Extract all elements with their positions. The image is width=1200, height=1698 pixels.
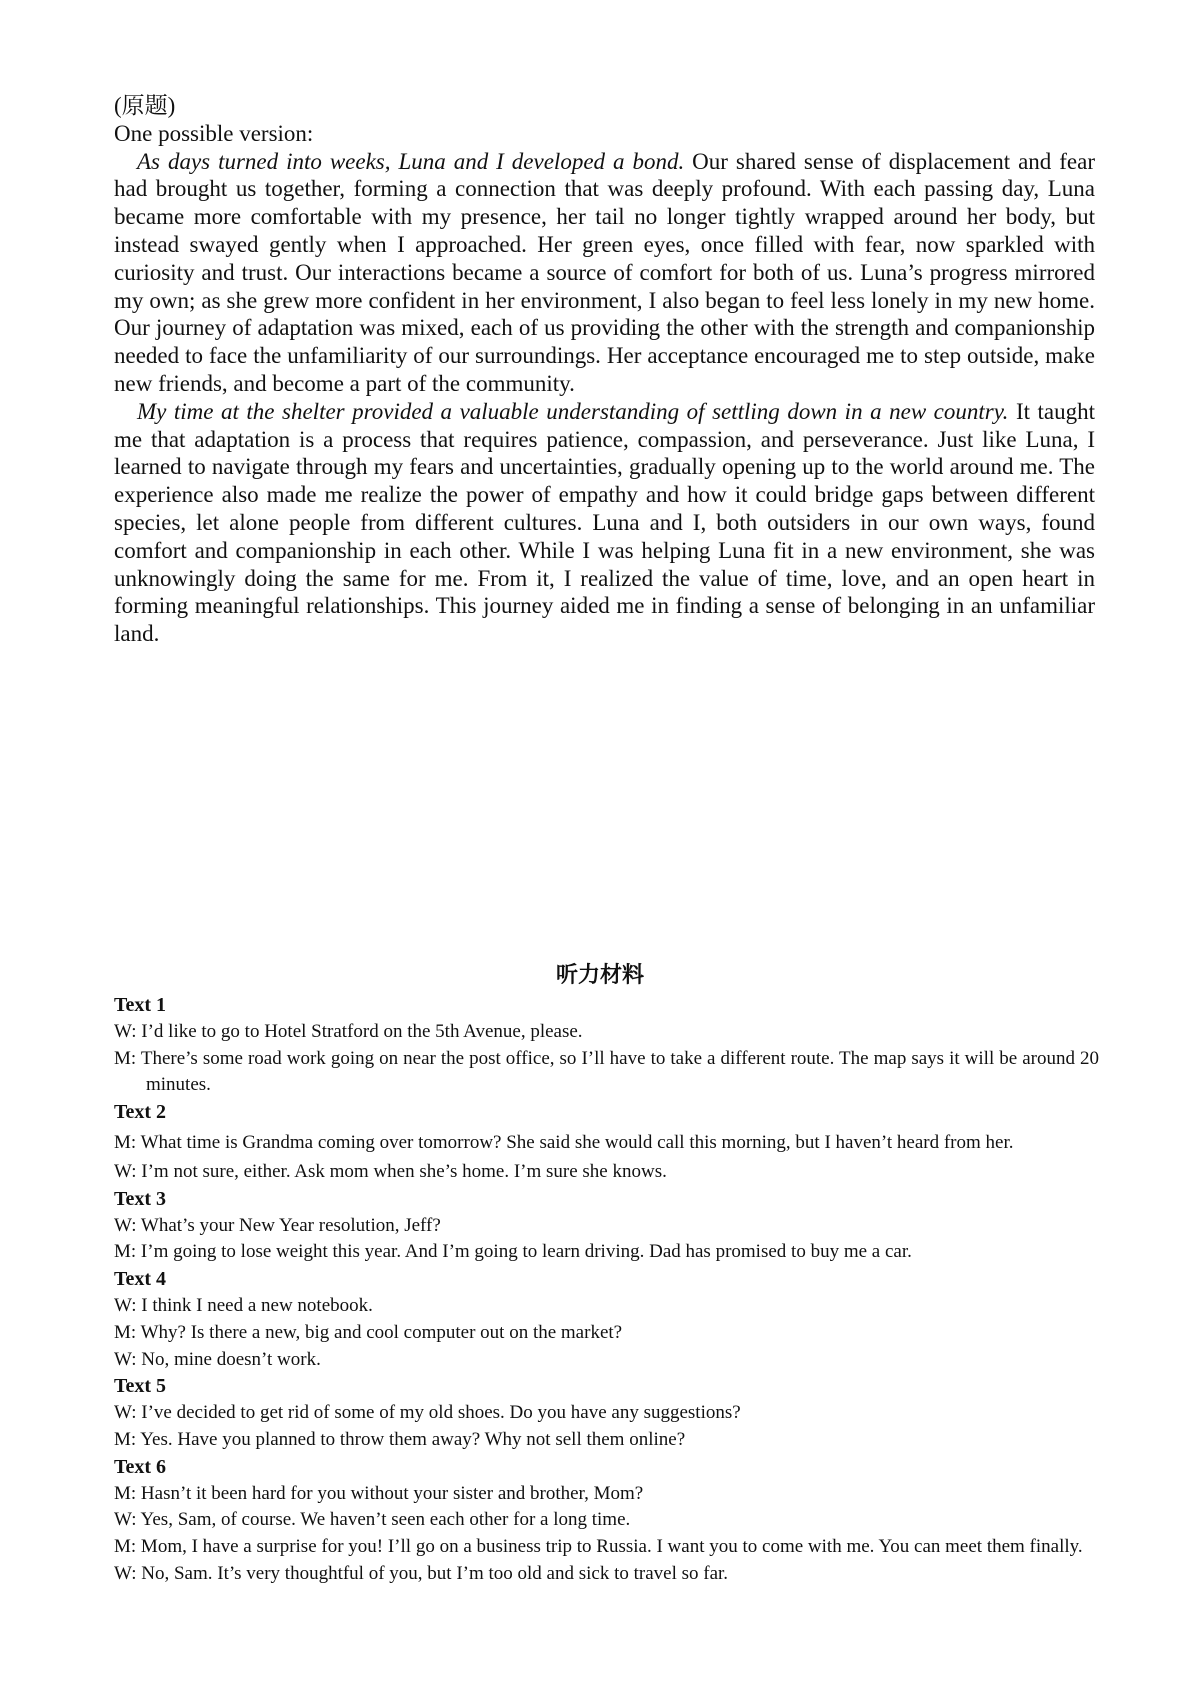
question-tag: (原题) (114, 93, 176, 118)
dialogue-line: M: Mom, I have a surprise for you! I’ll go on a business trip to Russia. I want you to come with me. You can meet them finally. (114, 1536, 1083, 1558)
version-label: One possible version: (114, 120, 314, 146)
dialogue-line: M: There’s some road work going on near the post office, so I’ll have to take a different route. The map says it will be around 20 minutes. (114, 1047, 1099, 1096)
text-heading: Text 2 (114, 1101, 167, 1124)
dialogue-line: M: Hasn’t it been hard for you without your sister and brother, Mom? (114, 1482, 644, 1504)
dialogue-line: M: I’m going to lose weight this year. And I’m going to learn driving. Dad has promised to buy me a car. (114, 1241, 912, 1263)
dialogue-line: W: I think I need a new notebook. (114, 1294, 373, 1316)
paragraph-1-lead-sentence: As days turned into weeks, Luna and I developed a bond. (137, 148, 685, 174)
listening-title: 听力材料 (555, 963, 644, 988)
dialogue-line: M: Yes. Have you planned to throw them away? Why not sell them online? (114, 1428, 686, 1450)
paragraph-1-text: Our shared sense of displacement and fear had brought us together, forming a connection that was deeply profound. With each passing day, Luna became more comfortable with my presence, her tail no longer tightly wrapped around her body, but instead swayed gently when I approached. Her green eyes, once filled with fear, now sparkled with curiosity and trust. Our interactions became a source of comfort for both of us. Luna’s progress mirrored my own; as she grew more confident in her environment, I also began to feel less lonely in my new home. Our journey of adaptation was mixed, each of us providing the other with the strength and companionship needed to face the unfamiliarity of our surroundings. Her acceptance encouraged me to step outside, make new friends, and become a part of the community. (114, 148, 1095, 396)
dialogue-line: W: I’ve decided to get rid of some of my old shoes. Do you have any suggestions? (114, 1402, 741, 1424)
text-heading: Text 1 (114, 994, 167, 1016)
essay-paragraph-2 (114, 398, 1095, 648)
essay-paragraph-1 (114, 148, 1095, 398)
dialogue-line: W: No, mine doesn’t work. (114, 1348, 321, 1370)
dialogue-line: M: What time is Grandma coming over tomorrow? She said she would call this morning, but I haven’t heard from her. (114, 1131, 1014, 1153)
paragraph-2-text: It taught me that adaptation is a process that requires patience, compassion, and perseverance. Just like Luna, I learned to navigate through my fears and uncertainties, gradually opening up to the world around me. The experience also made me realize the power of empathy and how it could bridge gaps between different species, let alone people from different cultures. Luna and I, both outsiders in our own ways, found comfort and companionship in each other. While I was helping Luna fit in a new environment, she was unknowingly doing the same for me. From it, I realized the value of time, love, and an open heart in forming meaningful relationships. This journey aided me in finding a sense of belonging in an unfamiliar land. (114, 398, 1095, 647)
dialogue-line: W: Yes, Sam, of course. We haven’t seen each other for a long time. (114, 1509, 631, 1531)
dialogue-line: M: Why? Is there a new, big and cool computer out on the market? (114, 1321, 623, 1343)
text-heading: Text 3 (114, 1187, 167, 1210)
paragraph-2-lead-sentence: My time at the shelter provided a valuable understanding of settling down in a new country. (137, 398, 1009, 424)
essay-section (114, 92, 1095, 648)
text-heading: Text 4 (114, 1268, 167, 1291)
dialogue-line: W: No, Sam. It’s very thoughtful of you, but I’m too old and sick to travel so far. (114, 1562, 729, 1584)
text-heading: Text 5 (114, 1375, 167, 1398)
listening-transcript (114, 992, 1099, 1588)
dialogue-line: W: I’d like to go to Hotel Stratford on the 5th Avenue, please. (114, 1020, 583, 1042)
dialogue-line: W: I’m not sure, either. Ask mom when she’s home. I’m sure she knows. (114, 1160, 667, 1182)
text-heading: Text 6 (114, 1455, 167, 1478)
dialogue-line: W: What’s your New Year resolution, Jeff? (114, 1214, 441, 1236)
essay-body (114, 148, 1095, 648)
